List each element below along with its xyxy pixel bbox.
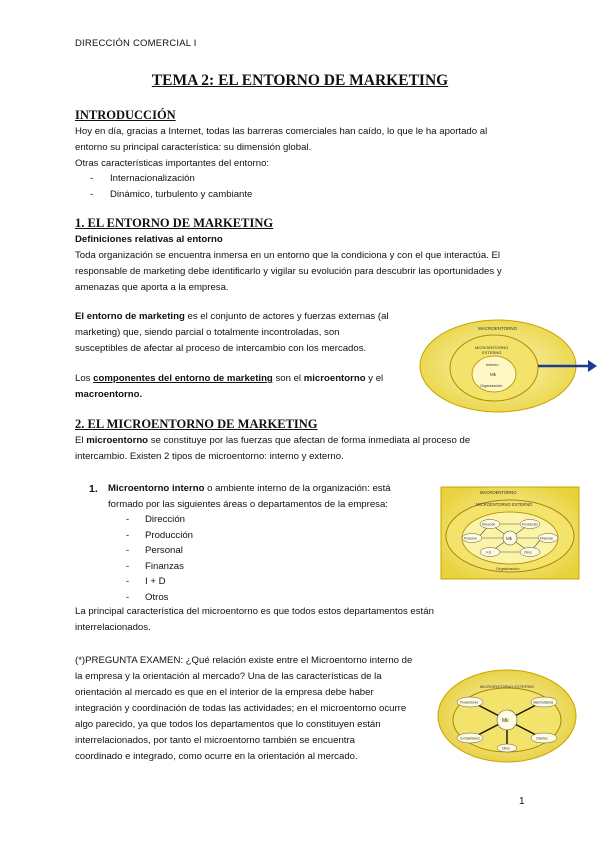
microentorno-interno-paragraph: Microentorno interno o ambiente interno de la organización: está formado por las siguientes áreas o departamentos de la empresa: [108, 483, 391, 510]
section-2-paragraph-2: La principal característica del microentorno es que todos estos departamentos están interrelacionados. [75, 606, 434, 633]
list-item: - Finanzas [126, 561, 184, 572]
list-item: - I + D [126, 576, 166, 587]
list-item: - Internacionalización [90, 173, 195, 184]
svg-text:Mk: Mk [506, 536, 512, 541]
list-item: - Producción [126, 530, 193, 541]
arrow-head-icon [588, 360, 597, 372]
svg-text:Proveedores: Proveedores [460, 700, 479, 705]
svg-text:Mk: Mk [502, 718, 509, 724]
svg-text:Intermediarios: Intermediarios [533, 700, 554, 705]
components-link-text: componentes del entorno de marketing [93, 373, 273, 384]
microentorno-externo-diagram [436, 668, 578, 764]
svg-text:Competidores: Competidores [460, 736, 480, 741]
section-2-paragraph-1: El microentorno se constituye por las fuerzas que afectan de forma inmediata al proceso de intercambio. Existen 2 tipos de microentorno: interno y externo. [75, 435, 471, 462]
list-item: - Personal [126, 545, 183, 556]
svg-text:Dirección: Dirección [482, 522, 496, 527]
svg-text:Otros: Otros [502, 746, 510, 751]
svg-text:Interno: Interno [486, 362, 499, 367]
svg-text:Otros: Otros [524, 550, 532, 555]
svg-text:MICROENTORNO EXTERNO: MICROENTORNO EXTERNO [480, 684, 534, 689]
svg-text:EXTERNO: EXTERNO [482, 350, 502, 355]
section-1-heading: 1. EL ENTORNO DE MARKETING [75, 216, 274, 230]
svg-text:MACROENTORNO: MACROENTORNO [478, 326, 518, 331]
intro-heading: INTRODUCCIÓN [75, 108, 176, 122]
section-1-subheading: Definiciones relativas al entorno [75, 234, 223, 245]
section-1-paragraph-1: Toda organización se encuentra inmersa en un entorno que la condiciona y con el que interactúa. El responsable de marketing debe identificarlo y vigilar su evolución para descubrir las oportunidades y amenazas que aporta a la empresa. [75, 250, 502, 293]
intro-paragraph: Hoy en día, gracias a Internet, todas las barreras comerciales han caído, lo que le ha aportado al entorno su principal característica: su dimensión global. Otras características importantes del entorno: [75, 126, 488, 169]
entorno-diagram [418, 318, 598, 414]
svg-text:MICROENTORNO EXTERNO: MICROENTORNO EXTERNO [476, 502, 533, 507]
page-title: TEMA 2: EL ENTORNO DE MARKETING [151, 72, 449, 89]
svg-text:I+D: I+D [486, 550, 492, 555]
list-item: - Otros [126, 592, 169, 603]
svg-text:Organización: Organización [496, 566, 520, 571]
svg-text:Finanzas: Finanzas [540, 536, 553, 541]
section-1-paragraph-2: El entorno de marketing es el conjunto de actores y fuerzas externas (al marketing) que, siendo parcial o totalmente incontroladas, son susceptibles de afectar al proceso de intercambio con los mercados. [75, 311, 389, 354]
section-2-heading: 2. EL MICROENTORNO DE MARKETING [75, 417, 318, 431]
list-item: - Dinámico, turbulento y cambiante [90, 189, 253, 200]
numbered-marker: 1. [89, 483, 98, 495]
svg-text:Producción: Producción [522, 522, 538, 527]
list-item: - Dirección [126, 514, 185, 525]
svg-text:Clientes: Clientes [536, 736, 548, 741]
microentorno-interno-diagram [440, 486, 580, 580]
section-1-paragraph-3: Los componentes del entorno de marketing son el microentorno y el macroentorno. [75, 373, 384, 400]
page-number: 1 [519, 796, 525, 807]
svg-text:MICROENTORNO: MICROENTORNO [475, 345, 509, 350]
running-header: DIRECCIÓN COMERCIAL I [75, 38, 197, 49]
svg-text:Mk: Mk [490, 372, 496, 377]
svg-text:Personal: Personal [464, 536, 477, 541]
svg-text:MACROENTORNO: MACROENTORNO [480, 490, 517, 495]
exam-question-paragraph: (*)PREGUNTA EXAMEN: ¿Qué relación existe entre el Microentorno interno de la empresa y la orientación al mercado? Una de las características de la orientación al mercado es que en el interior de la empresa debe haber integración y coordinación de todas las actividades; en el microentorno ocurre algo parecido, ya que todos los departamentos que lo constituyen están interrelacionados, por tanto el microentorno también se encuentra coordinado e integrado, como ocurre en la orientación al mercado. [75, 655, 413, 762]
svg-text:Organización: Organización [480, 384, 503, 388]
